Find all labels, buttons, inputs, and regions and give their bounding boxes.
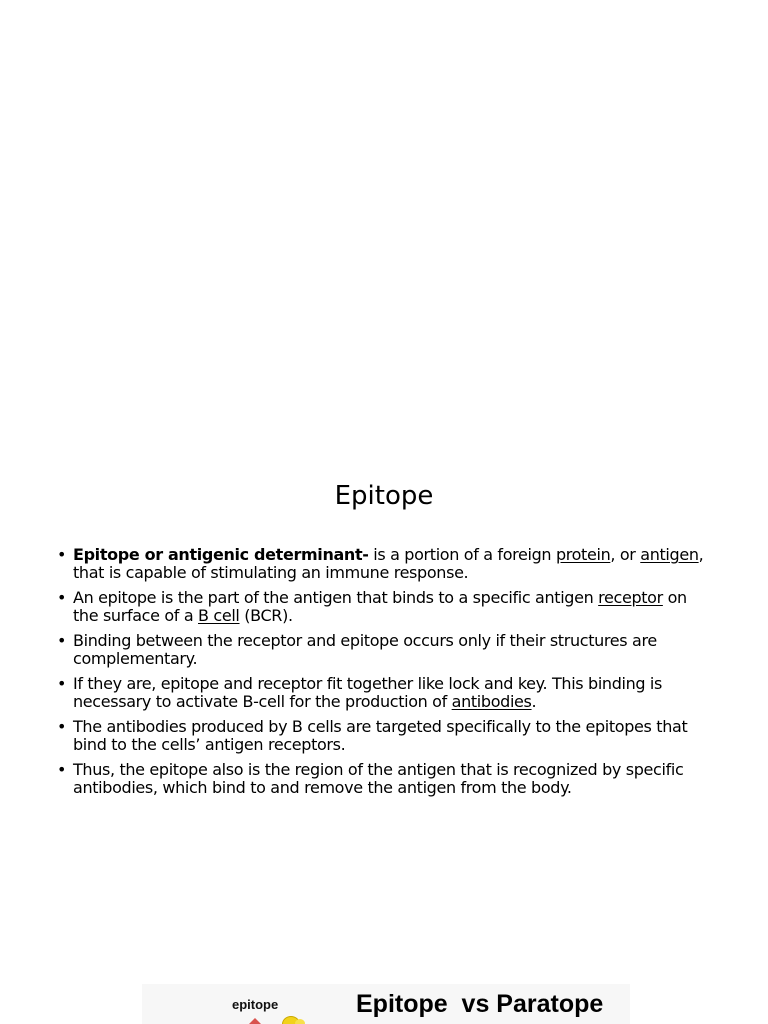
- bullet-list: [56, 546, 716, 804]
- bullet-text: An epitope is the part of the antigen that binds to a specific antigen: [73, 588, 599, 607]
- bullet-bold-term: Epitope or antigenic determinant-: [73, 545, 369, 564]
- bullet-item: [56, 718, 716, 754]
- bullet-text: , or: [610, 545, 641, 564]
- antigen-molecule-icon: [295, 1019, 305, 1024]
- bullet-text: Thus, the epitope also is the region of the antigen that is recognized by specific antibodies, which bind to and remove the antigen from the body.: [73, 760, 684, 797]
- bullet-text: , that is capable of stimulating an immune response.: [73, 545, 704, 582]
- link-receptor[interactable]: receptor: [598, 588, 663, 607]
- link-antigen[interactable]: antigen: [640, 545, 699, 564]
- bullet-item: [56, 546, 716, 582]
- bullet-item: [56, 632, 716, 668]
- epitope-molecule-icon: [248, 1018, 262, 1024]
- bullet-text: (BCR).: [239, 606, 293, 625]
- slide2-title: Epitope vs Paratope: [356, 990, 604, 1018]
- link-antibodies[interactable]: antibodies: [451, 692, 532, 711]
- bullet-text: is a portion of a foreign: [368, 545, 556, 564]
- bullet-text: If they are, epitope and receptor fit together like lock and key. This binding is necessary to activate B-cell for the production of: [73, 674, 663, 711]
- link-protein[interactable]: protein: [555, 545, 611, 564]
- figure-label: epitope: [232, 997, 279, 1012]
- bullet-text: Binding between the receptor and epitope occurs only if their structures are complementary.: [73, 631, 657, 668]
- bullet-item: [56, 675, 716, 711]
- bullet-text: on the surface of a: [73, 588, 687, 625]
- link-b-cell[interactable]: B cell: [198, 606, 240, 625]
- bullet-item: [56, 761, 716, 797]
- slide-title: Epitope: [334, 481, 434, 511]
- bullet-item: [56, 589, 716, 625]
- bullet-text: The antibodies produced by B cells are targeted specifically to the epitopes that bind to the cells’ antigen receptors.: [73, 717, 688, 754]
- bullet-text: .: [531, 692, 537, 711]
